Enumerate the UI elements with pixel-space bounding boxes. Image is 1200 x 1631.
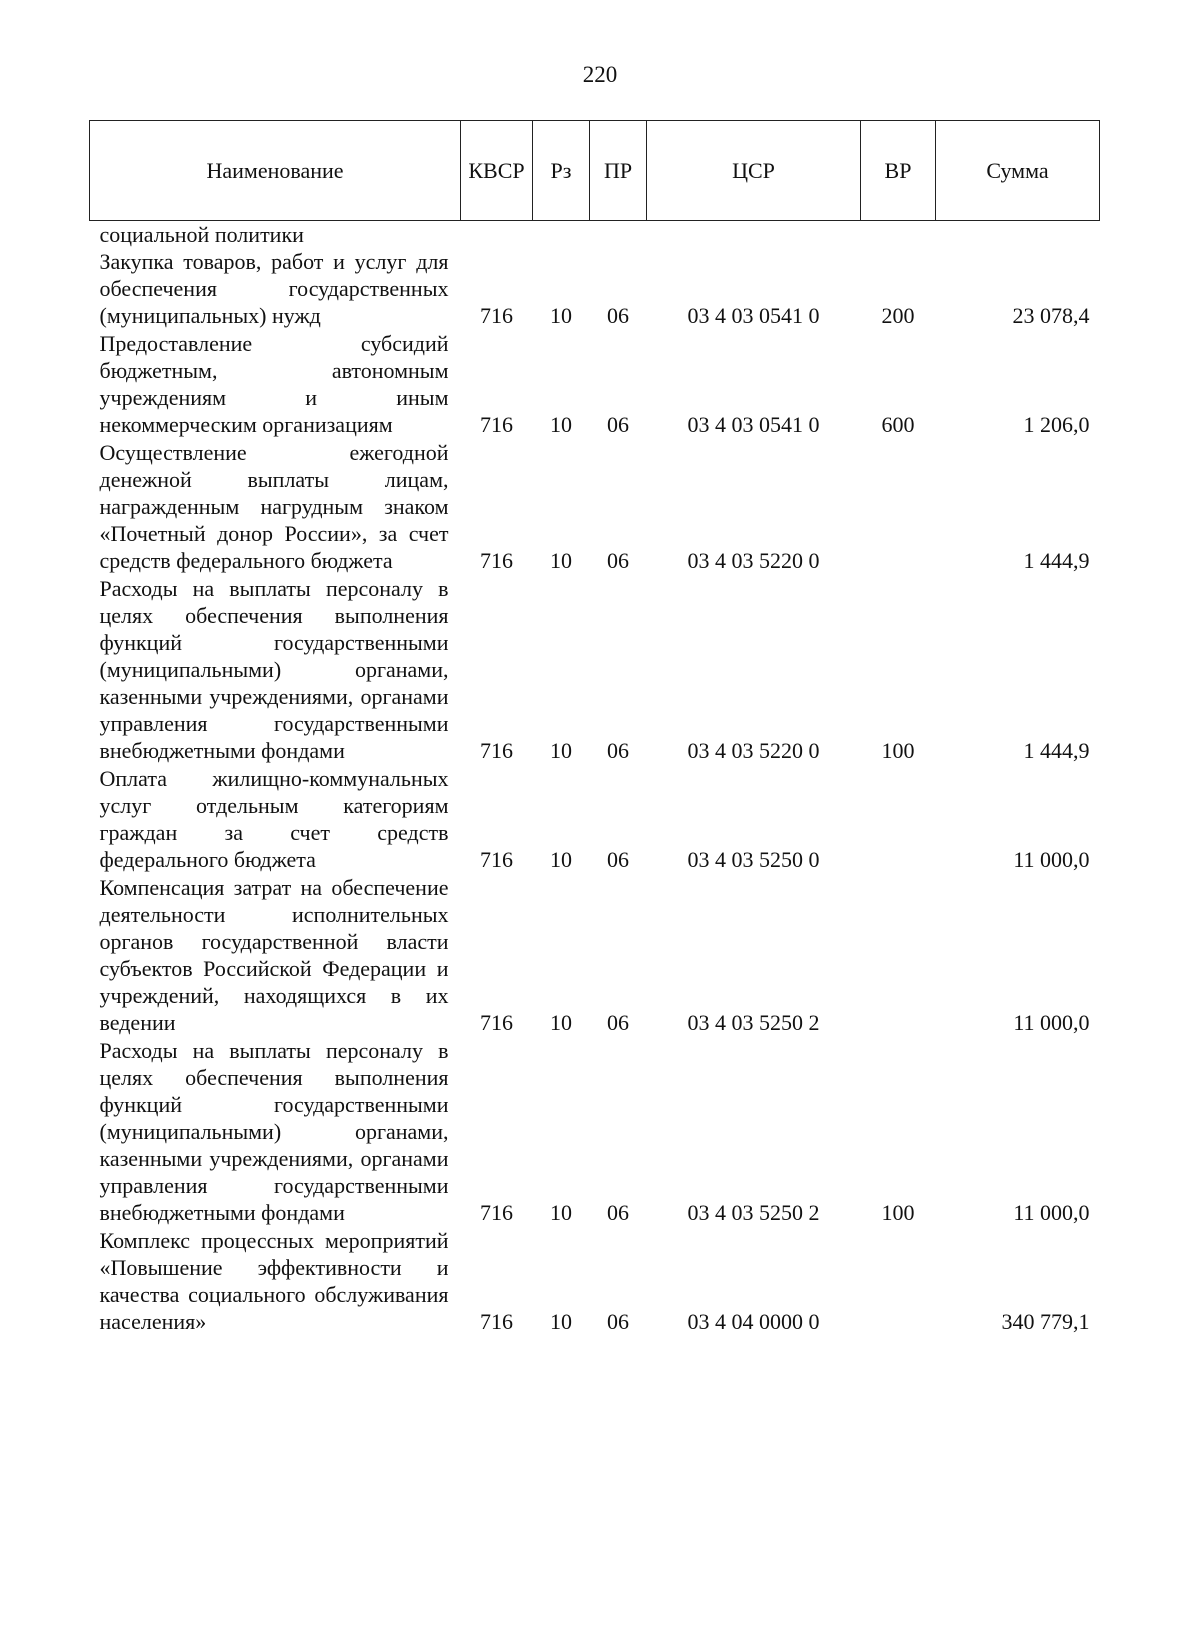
- row-name: Расходы на выплаты персоналу в целях обеспечения выполнения функций государственными (муниципальными) органами, казенными учреждениями, органами управления государственными внебюджетными фондами: [99, 1038, 449, 1225]
- row-csr: 03 4 03 5220 0: [687, 548, 820, 573]
- row-pr: 06: [607, 412, 629, 437]
- row-rz: 10: [550, 548, 572, 573]
- row-rz: 10: [550, 303, 572, 328]
- row-csr: 03 4 03 5250 2: [687, 1200, 820, 1225]
- row-sum: 11 000,0: [1013, 847, 1090, 872]
- table-row: [90, 765, 1100, 874]
- row-name: Предоставление субсидий бюджетным, автономным учреждениям и иным некоммерческим организациям: [99, 331, 449, 437]
- row-name: Закупка товаров, работ и услуг для обеспечения государственных (муниципальных) нужд: [99, 249, 449, 328]
- row-vr: 100: [881, 1200, 915, 1225]
- row-kvsr: 716: [480, 1010, 513, 1035]
- row-sum: 23 078,4: [1012, 303, 1090, 328]
- row-pr: 06: [607, 738, 629, 763]
- row-kvsr: 716: [480, 738, 513, 763]
- row-pr: 06: [607, 1200, 629, 1225]
- row-sum: 1 206,0: [1023, 412, 1090, 437]
- row-name: Осуществление ежегодной денежной выплаты лицам, награжденным нагрудным знаком «Почетный донор России», за счет средств федерального бюджета: [99, 440, 449, 573]
- row-rz: 10: [550, 847, 572, 872]
- row-csr: 03 4 03 5220 0: [687, 738, 820, 763]
- table-row: [90, 1037, 1100, 1227]
- row-sum: 1 444,9: [1023, 548, 1090, 573]
- row-csr: 03 4 03 5250 0: [687, 847, 820, 872]
- continuation-text: социальной политики: [99, 222, 304, 247]
- header-kvsr: КВСР: [461, 121, 533, 221]
- header-sum: Сумма: [936, 121, 1100, 221]
- row-name: Компенсация затрат на обеспечение деятельности исполнительных органов государственной власти субъектов Российской Федерации и учреждений, находящихся в их ведении: [99, 875, 449, 1035]
- row-rz: 10: [550, 738, 572, 763]
- table-row: [90, 248, 1100, 330]
- row-sum: 11 000,0: [1013, 1010, 1090, 1035]
- row-pr: 06: [607, 548, 629, 573]
- table-row: [90, 874, 1100, 1037]
- page-number: 220: [582, 62, 618, 87]
- row-pr: 06: [607, 1010, 629, 1035]
- row-vr: [861, 874, 936, 1037]
- row-pr: 06: [607, 847, 629, 872]
- row-csr: 03 4 03 0541 0: [687, 412, 820, 437]
- table-row: [90, 439, 1100, 575]
- row-rz: 10: [550, 412, 572, 437]
- row-csr: 03 4 03 5250 2: [687, 1010, 820, 1035]
- table-header: [90, 121, 1100, 221]
- row-kvsr: 716: [480, 1200, 513, 1225]
- header-name: Наименование: [90, 121, 461, 221]
- table-body: [90, 221, 1100, 1337]
- row-kvsr: 716: [480, 412, 513, 437]
- table-row: [90, 330, 1100, 439]
- row-kvsr: 716: [480, 847, 513, 872]
- row-vr: [861, 1227, 936, 1336]
- row-name: Расходы на выплаты персоналу в целях обеспечения выполнения функций государственными (муниципальными) органами, казенными учреждениями, органами управления государственными внебюджетными фондами: [99, 576, 449, 763]
- header-pr: ПР: [590, 121, 647, 221]
- row-vr: 100: [881, 738, 915, 763]
- row-sum: 11 000,0: [1013, 1200, 1090, 1225]
- row-pr: 06: [607, 1309, 629, 1334]
- row-name: Оплата жилищно-коммунальных услуг отдельным категориям граждан за счет средств федерального бюджета: [99, 766, 449, 872]
- header-csr: ЦСР: [647, 121, 861, 221]
- row-vr: 600: [881, 412, 915, 437]
- row-vr: [861, 439, 936, 575]
- row-sum: 340 779,1: [1001, 1309, 1090, 1334]
- continuation-row: [90, 221, 1100, 249]
- header-vr: ВР: [861, 121, 936, 221]
- row-vr: [861, 765, 936, 874]
- row-kvsr: 716: [480, 1309, 513, 1334]
- row-rz: 10: [550, 1010, 572, 1035]
- budget-table: [89, 120, 1100, 1336]
- row-vr: 200: [881, 303, 915, 328]
- row-kvsr: 716: [480, 303, 513, 328]
- row-csr: 03 4 04 0000 0: [687, 1309, 820, 1334]
- row-pr: 06: [607, 303, 629, 328]
- row-name: Комплекс процессных мероприятий «Повышение эффективности и качества социального обслуживания населения»: [99, 1228, 449, 1334]
- row-kvsr: 716: [480, 548, 513, 573]
- table-row: [90, 575, 1100, 765]
- row-rz: 10: [550, 1309, 572, 1334]
- table-row: [90, 1227, 1100, 1336]
- header-rz: Рз: [533, 121, 590, 221]
- row-rz: 10: [550, 1200, 572, 1225]
- row-csr: 03 4 03 0541 0: [687, 303, 820, 328]
- row-sum: 1 444,9: [1023, 738, 1090, 763]
